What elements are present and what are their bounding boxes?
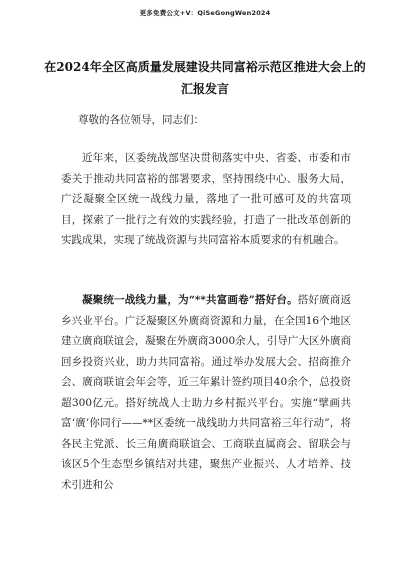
paragraph-intro: 近年来，区委统战部坚决贯彻落实中央、省委、市委和市委关于推动共同富裕的部署要求，坚持围绕中心、服务大局，广泛凝聚全区统一战线力量，落地了一批可感可及的共富项目，探索了一批行之有效的实践经验，打造了一批改革创新的实践成果，实现了统战资源与共同富裕本质要求的有机融合。 <box>61 152 351 246</box>
paragraph-section-1 <box>61 290 351 495</box>
section-body: 搭好廣商返乡兴业平台。广泛凝聚区外廣商资源和力量，在全国16个地区建立廣商联谊会，凝聚在外廣商3000余人，引导广大区外廣商回乡投资兴业，助力共同富裕。通过举办发展大会、招商推介会、廣商联谊会年会等，近三年累计签约项目40余个，总投资超300亿元。搭好统战人士助力乡村振兴平台。实施“擘画共富‘廣’你同行——**区委统一战线助力共同富裕三年行动”，将各民主党派、长三角廣商联谊会、工商联直属商会、留联会与该区5个生态型乡镇结对共建，聚焦产业振兴、人才培养、技术引进和公 <box>61 294 352 491</box>
document-title: 在2024年全区高质量发展建设共同富裕示范区推进大会上的汇报发言 <box>44 60 366 96</box>
header-note: 更多免费公文+V：QiSeGongWen2024 <box>139 9 271 17</box>
salutation: 尊敬的各位领导，同志们： <box>78 114 204 126</box>
section-heading: 凝聚统一战线力量，为“**共富画卷”搭好台。 <box>82 294 298 306</box>
